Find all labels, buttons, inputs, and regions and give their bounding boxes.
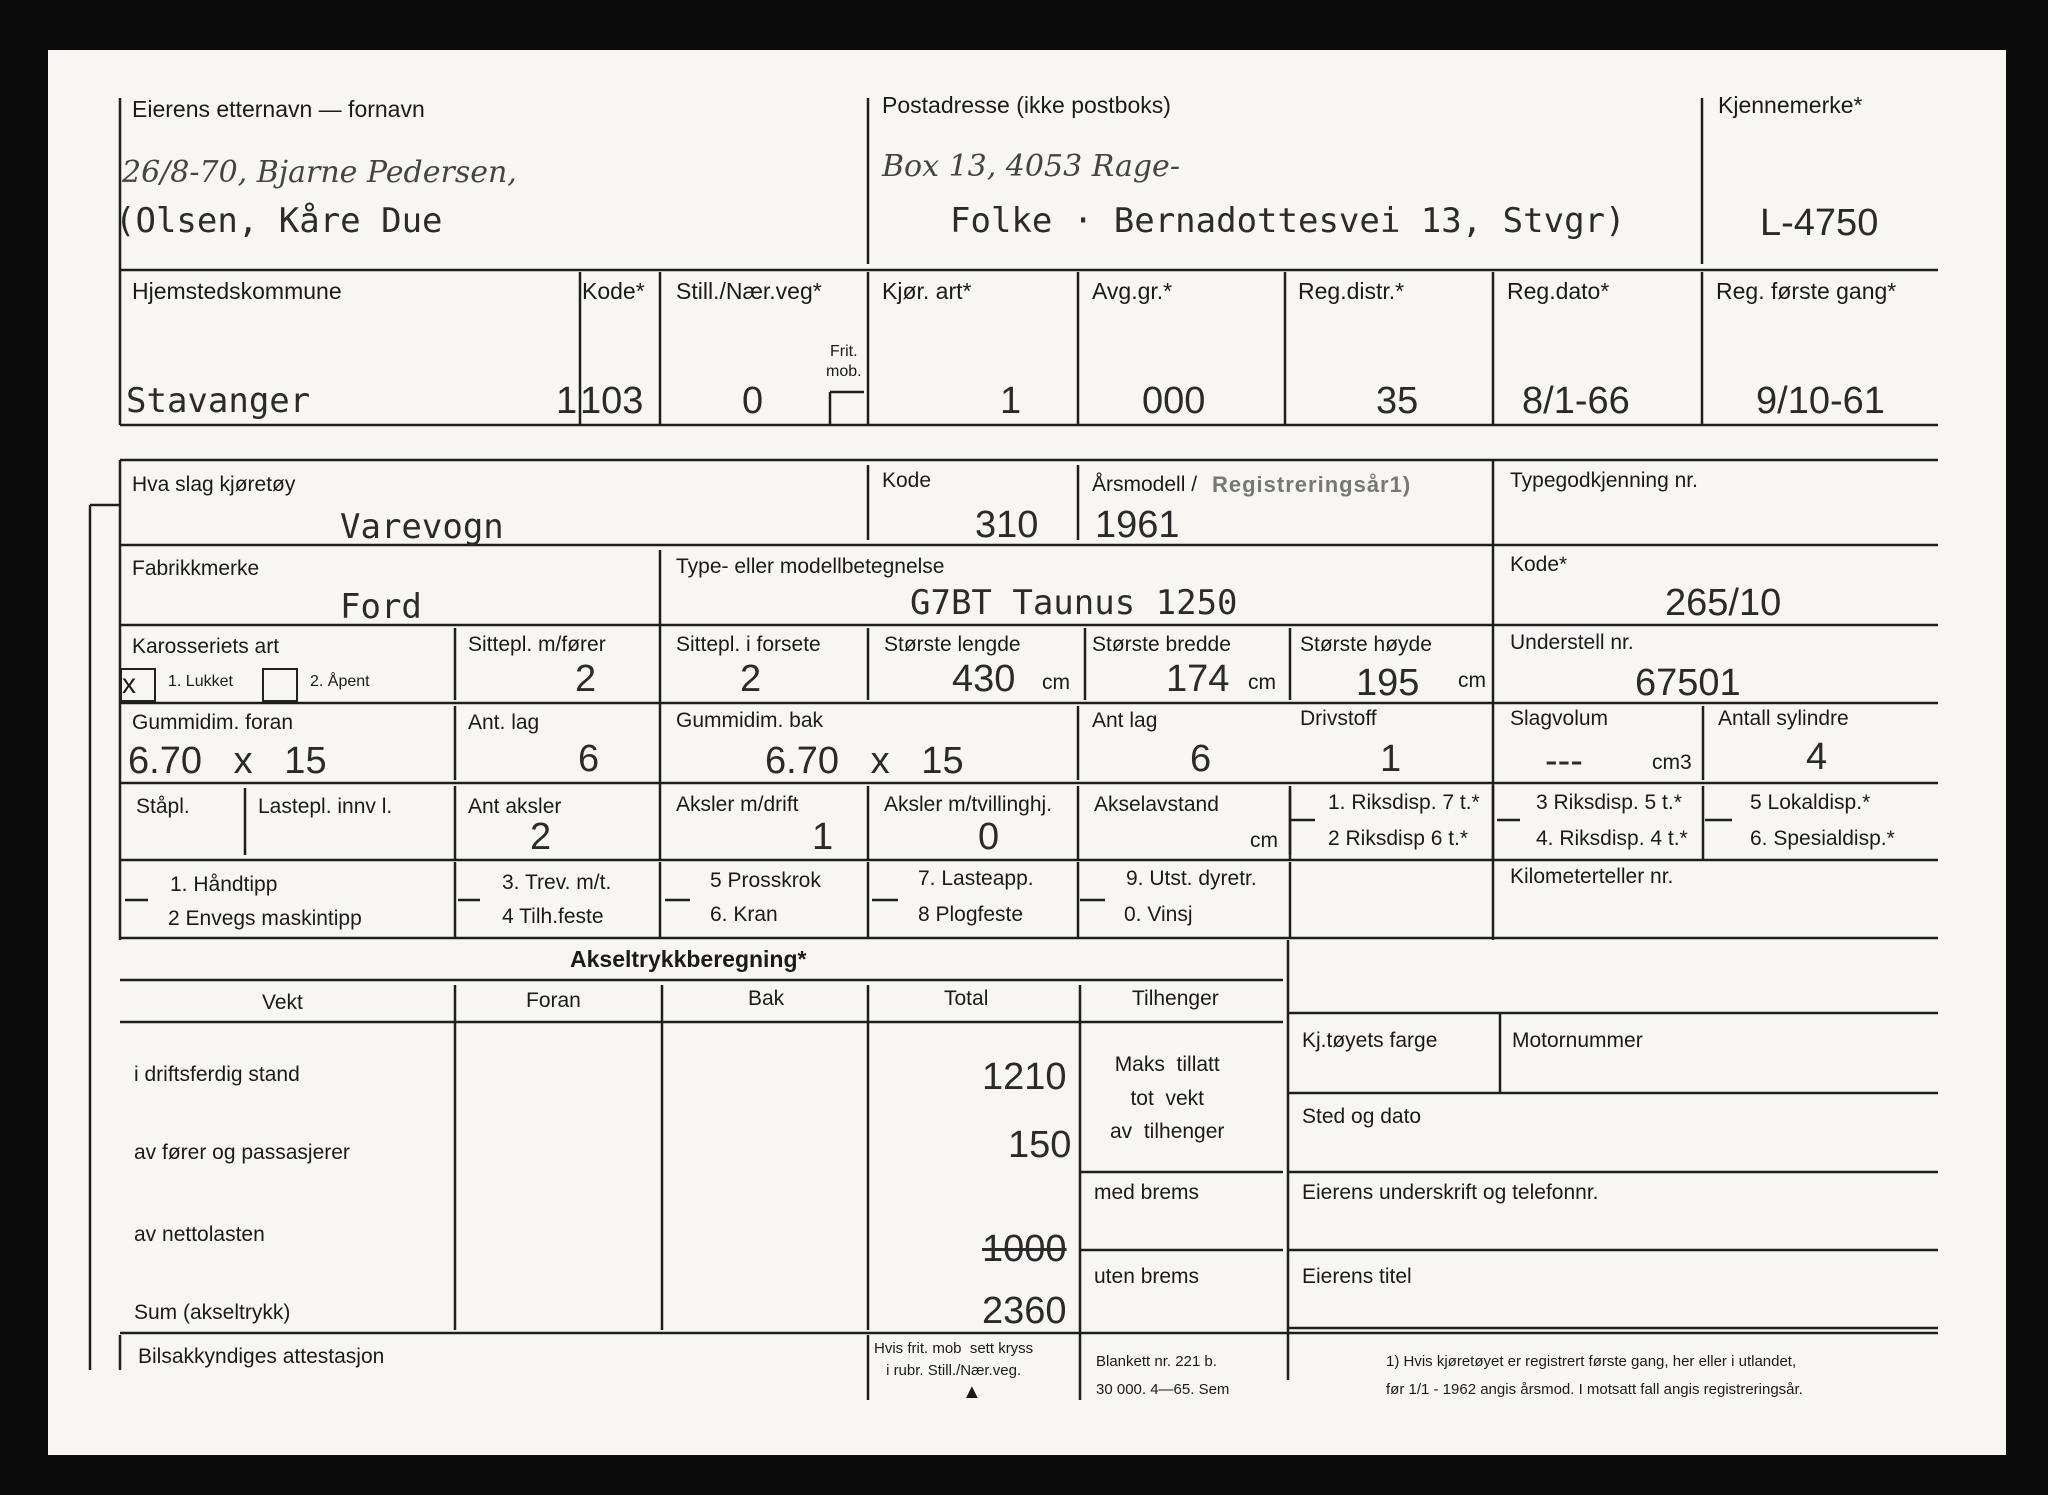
ant-lag-2-value: 6: [1190, 738, 1212, 780]
fabrikk-value: Ford: [340, 587, 422, 627]
equip-plogfeste: 8 Plogfeste: [918, 903, 1024, 926]
aarsmodell-struck-text: Registreringsår1): [1212, 472, 1412, 497]
understell-value: 67501: [1635, 662, 1741, 704]
aksler-drift-value: 1: [812, 816, 834, 858]
gummidim-bak-label: Gummidim. bak: [676, 709, 824, 732]
equip-kran: 6. Kran: [710, 903, 778, 926]
sittepl-forsete-value: 2: [740, 658, 762, 700]
riksdisp-1: 1. Riksdisp. 7 t.*: [1328, 791, 1480, 814]
equip-maskintipp: 2 Envegs maskintipp: [168, 907, 362, 930]
avg-gr-value: 000: [1142, 380, 1206, 422]
avg-gr-label: Avg.gr.*: [1092, 278, 1173, 304]
riksdisp-2: 2 Riksdisp 6 t.*: [1328, 827, 1469, 850]
bredde-value: 174: [1166, 658, 1230, 700]
ant-lag-1-label: Ant. lag: [468, 711, 540, 734]
owner-handwritten-note: 26/8-70, Bjarne Pedersen,: [122, 155, 517, 190]
sted-dato-label: Sted og dato: [1302, 1105, 1422, 1128]
aarsmodell-label: Årsmodell /: [1092, 473, 1198, 496]
header-total: Total: [944, 987, 989, 1010]
lengde-value: 430: [952, 658, 1016, 700]
tittel-label: Eierens titel: [1302, 1265, 1412, 1288]
uten-brems: uten brems: [1094, 1265, 1200, 1288]
riksdisp-4: 4. Riksdisp. 4 t.*: [1536, 827, 1688, 850]
aapent-checkbox[interactable]: [262, 668, 298, 702]
lengde-label: Største lengde: [884, 633, 1021, 656]
postal-label: Postadresse (ikke postboks): [882, 92, 1171, 118]
sittepl-forer-value: 2: [575, 658, 597, 700]
lastepl-label: Lastepl. innv l.: [258, 795, 393, 818]
kode2-value: 265/10: [1665, 582, 1782, 624]
ant-aksler-label: Ant aksler: [468, 795, 562, 818]
type-label: Type- eller modellbetegnelse: [676, 555, 945, 578]
equip-trev: 3. Trev. m/t.: [502, 871, 612, 894]
karosseri-label: Karosseriets art: [132, 635, 280, 658]
equip-vinsj: 0. Vinsj: [1124, 903, 1193, 926]
row-drift-label: i driftsferdig stand: [134, 1063, 300, 1086]
owner-label: Eierens etternavn — fornavn: [132, 96, 425, 122]
aarsmodell-value: 1961: [1095, 504, 1180, 546]
drivstoff-value: 1: [1380, 738, 1402, 780]
hoyde-label: Største høyde: [1300, 633, 1432, 656]
lengde-unit: cm: [1042, 671, 1070, 694]
postal-address: Folke · Bernadottesvei 13, Stvgr): [950, 201, 1626, 241]
reg-distr-label: Reg.distr.*: [1298, 278, 1405, 304]
kjor-art-label: Kjør. art*: [882, 278, 972, 304]
reg-forste-value: 9/10-61: [1756, 380, 1885, 422]
motornummer-label: Motornummer: [1512, 1029, 1643, 1052]
hjemsted-value: Stavanger: [126, 381, 311, 421]
aksler-tvilling-value: 0: [978, 816, 1000, 858]
row-sum-label: Sum (akseltrykk): [134, 1301, 291, 1324]
kjor-art-value: 1: [1000, 380, 1022, 422]
reg-forste-label: Reg. første gang*: [1716, 278, 1897, 304]
row-forer-label: av fører og passasjerer: [134, 1141, 350, 1164]
owner-name: (Olsen, Kåre Due: [115, 201, 443, 241]
still-value: 0: [742, 380, 764, 422]
row-netto-total: 1000: [982, 1228, 1067, 1270]
attestasjon-label: Bilsakkyndiges attestasjon: [138, 1345, 385, 1368]
spesialdisp: 6. Spesialdisp.*: [1750, 827, 1895, 850]
riksdisp-3: 3 Riksdisp. 5 t.*: [1536, 791, 1682, 814]
slag-label: Hva slag kjøretøy: [132, 473, 296, 496]
lokaldisp: 5 Lokaldisp.*: [1750, 791, 1871, 814]
hjemsted-label: Hjemstedskommune: [132, 278, 342, 304]
equip-tilhfeste: 4 Tilh.feste: [502, 905, 604, 928]
equip-dyretr: 9. Utst. dyretr.: [1126, 867, 1257, 890]
lukket-label: 1. Lukket: [168, 673, 233, 690]
kode2-label: Kode*: [1510, 553, 1568, 576]
akselavstand-unit: cm: [1250, 829, 1278, 852]
row-sum-total: 2360: [982, 1290, 1067, 1332]
fabrikk-label: Fabrikkmerke: [132, 557, 260, 580]
maks-tillatt: Maks tillatt tot vekt av tilhenger: [1110, 1053, 1225, 1144]
footnote-1: 1) Hvis kjøretøyet er registrert første gang, her eller i utlandet,: [1386, 1353, 1797, 1370]
sittepl-forer-label: Sittepl. m/fører: [468, 633, 606, 656]
sylindre-value: 4: [1806, 736, 1828, 778]
gummidim-bak-value: 6.70 x 15: [765, 740, 964, 782]
gummidim-foran-label: Gummidim. foran: [132, 711, 294, 734]
reg-dato-value: 8/1-66: [1522, 380, 1630, 422]
bredde-label: Største bredde: [1092, 633, 1231, 656]
aapent-label: 2. Åpent: [310, 673, 370, 690]
equip-haandtipp: 1. Håndtipp: [170, 873, 278, 896]
bredde-unit: cm: [1248, 671, 1276, 694]
plate-value: L-4750: [1760, 202, 1879, 244]
hjemsted-suffix: 1: [556, 380, 578, 422]
reg-dato-label: Reg.dato*: [1507, 278, 1610, 304]
equip-lasteapp: 7. Lasteapp.: [918, 867, 1034, 890]
frit-mob-instruction: Hvis frit. mob sett kryss i rubr. Still./Nær.veg.: [874, 1340, 1034, 1379]
row-netto-label: av nettolasten: [134, 1223, 265, 1246]
slagvolum-value: ---: [1545, 740, 1583, 782]
header-tilhenger: Tilhenger: [1132, 987, 1219, 1010]
footnote-2: før 1/1 - 1962 angis årsmod. I motsatt fall angis registreringsår.: [1386, 1381, 1803, 1398]
aksler-drift-label: Aksler m/drift: [676, 793, 799, 816]
gummidim-foran-value: 6.70 x 15: [128, 740, 327, 782]
blankett-number: Blankett nr. 221 b.: [1096, 1353, 1217, 1370]
kilometerteller-label: Kilometerteller nr.: [1510, 865, 1674, 888]
postal-handwritten: Box 13, 4053 Rage-: [882, 149, 1180, 184]
ant-lag-1-value: 6: [578, 738, 600, 780]
header-foran: Foran: [526, 989, 581, 1012]
reg-distr-value: 35: [1376, 380, 1419, 422]
still-label: Still./Nær.veg*: [676, 278, 822, 304]
row-forer-total: 150: [1008, 1124, 1072, 1166]
typegodkjenning-label: Typegodkjenning nr.: [1510, 469, 1698, 492]
row-drift-total: 1210: [982, 1056, 1067, 1098]
blankett-print: 30 000. 4—65. Sem: [1096, 1381, 1230, 1398]
slagvolum-label: Slagvolum: [1510, 707, 1609, 730]
kode-value: 103: [580, 380, 644, 422]
hoyde-value: 195: [1356, 662, 1420, 704]
plate-label: Kjennemerke*: [1718, 92, 1863, 118]
underskrift-label: Eierens underskrift og telefonnr.: [1302, 1181, 1599, 1204]
slag-value: Varevogn: [340, 507, 504, 547]
kode-label: Kode*: [582, 278, 645, 304]
frit-mob-label: Frit. mob.: [826, 343, 862, 380]
slagvolum-unit: cm3: [1652, 751, 1692, 774]
understell-label: Understell nr.: [1510, 631, 1634, 654]
farge-label: Kj.tøyets farge: [1302, 1029, 1438, 1052]
hoyde-unit: cm: [1458, 669, 1486, 692]
lukket-mark: x: [122, 668, 136, 699]
arrow-up-icon: ▲: [962, 1381, 982, 1403]
equip-prosskrok: 5 Prosskrok: [710, 869, 821, 892]
vehicle-kode-value: 310: [975, 504, 1039, 546]
sittepl-forsete-label: Sittepl. i forsete: [676, 633, 821, 656]
drivstoff-label: Drivstoff: [1300, 707, 1377, 730]
type-value: G7BT Taunus 1250: [910, 583, 1238, 623]
header-vekt: Vekt: [262, 991, 303, 1014]
ant-lag-2-label: Ant lag: [1092, 709, 1158, 732]
vehicle-kode-label: Kode: [882, 469, 932, 492]
akseltrykk-title: Akseltrykkberegning*: [570, 946, 807, 972]
med-brems: med brems: [1094, 1181, 1200, 1204]
akselavstand-label: Akselavstand: [1094, 793, 1219, 816]
header-bak: Bak: [748, 987, 785, 1010]
ant-aksler-value: 2: [530, 816, 552, 858]
aksler-tvilling-label: Aksler m/tvillinghj.: [884, 793, 1053, 816]
sylindre-label: Antall sylindre: [1718, 707, 1849, 730]
staapl-label: Ståpl.: [136, 795, 190, 818]
